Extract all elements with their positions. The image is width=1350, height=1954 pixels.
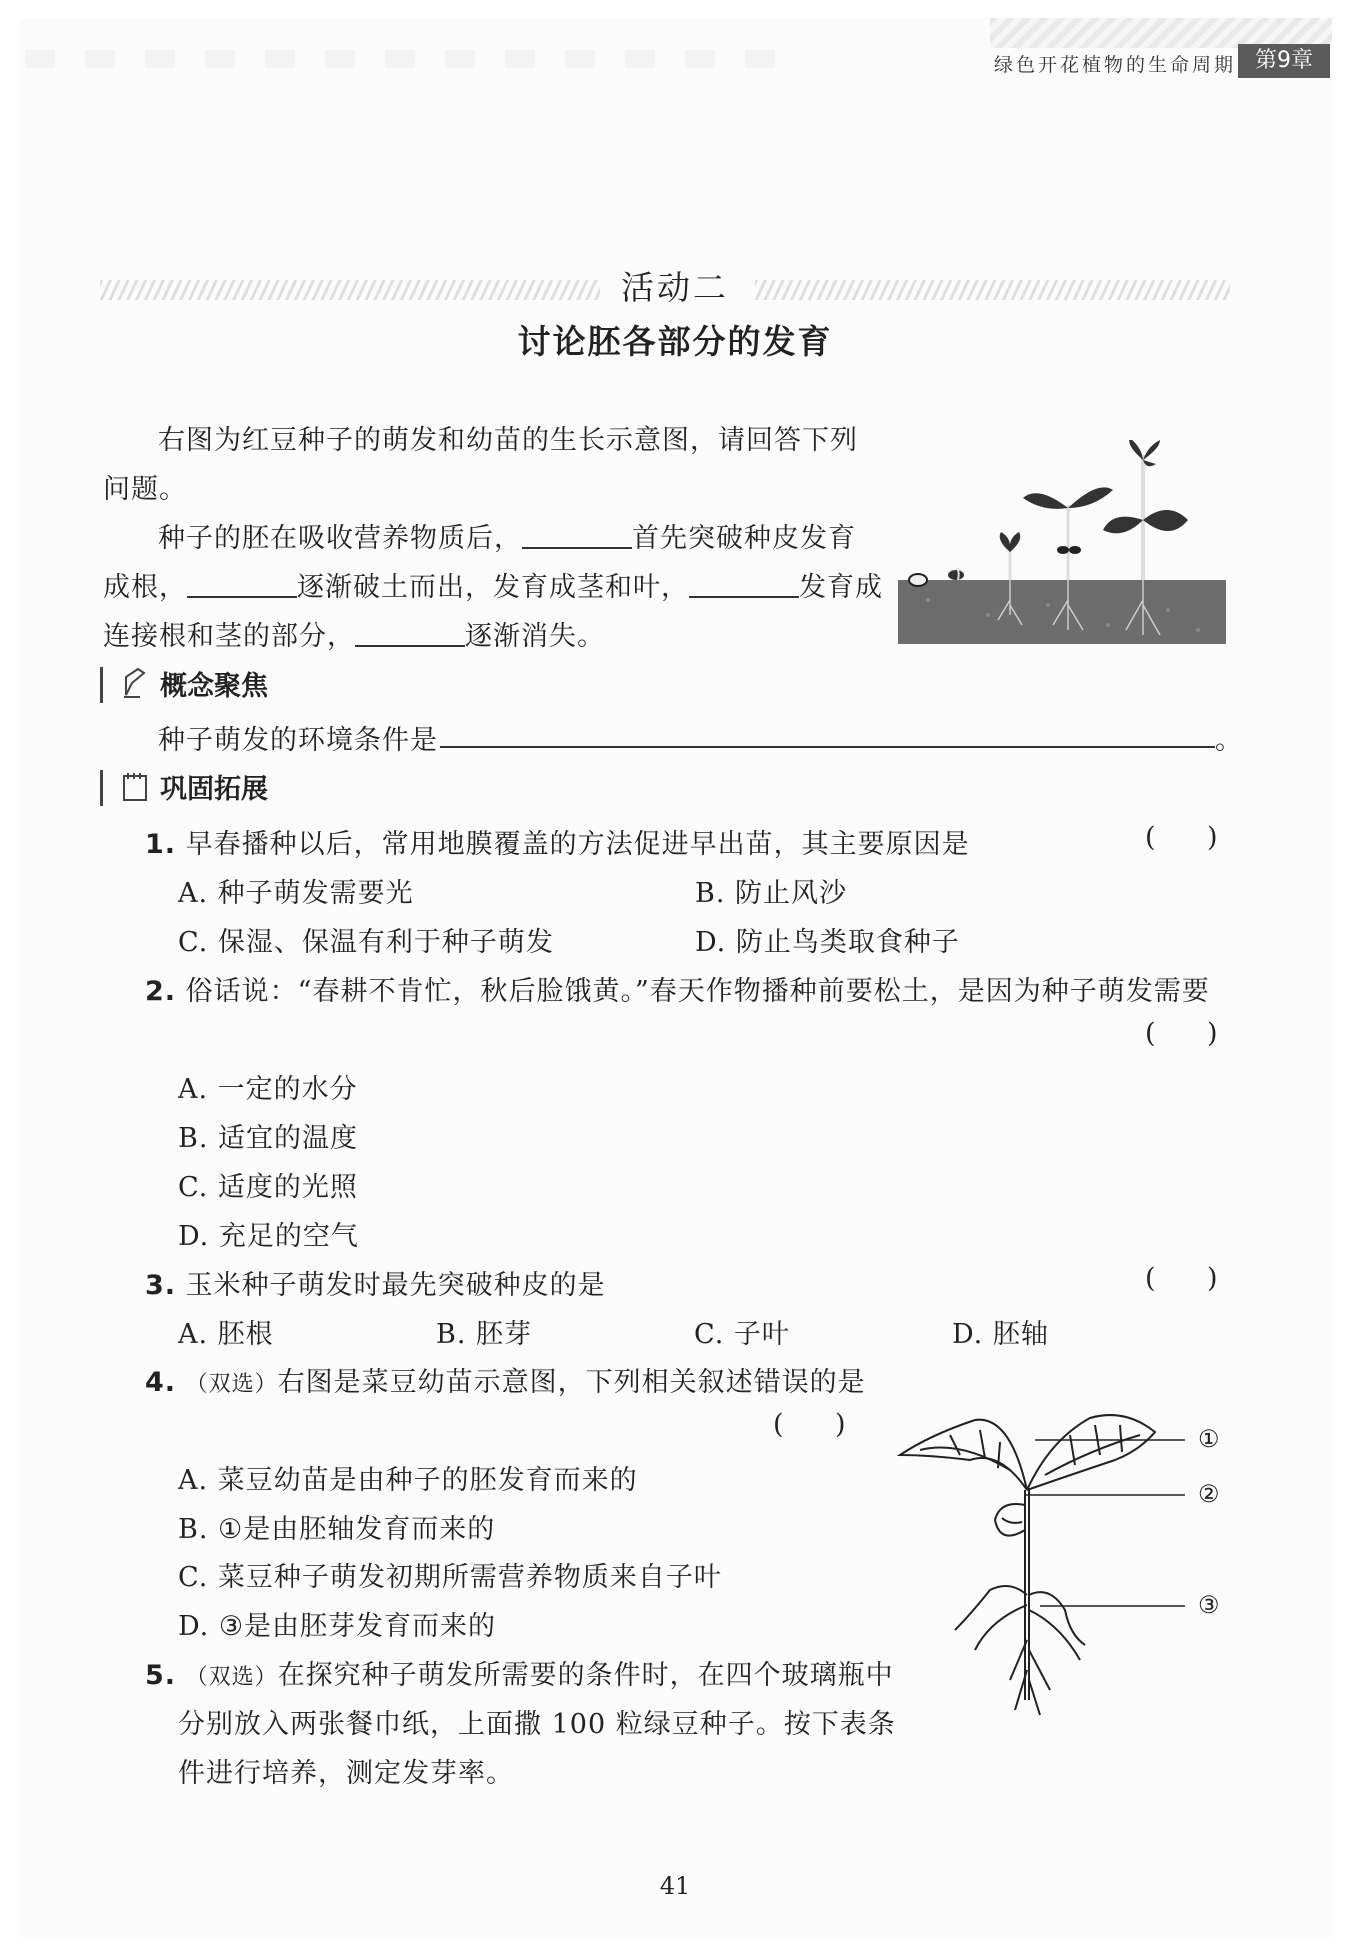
seedling-label-3: ③: [1198, 1591, 1221, 1619]
practice-heading: 巩固拓展: [160, 774, 268, 805]
q1-option-d: D. 防止鸟类取食种子: [695, 927, 960, 958]
q5-line3: 件进行培养，测定发芽率。: [178, 1758, 514, 1789]
q1-option-c: C. 保湿、保温有利于种子萌发: [178, 927, 554, 958]
q5-line1: 5. （双选）在探究种子萌发所需要的条件时，在四个玻璃瓶中: [145, 1660, 894, 1691]
red-bean-germination-figure: [898, 440, 1228, 645]
q4-option-a: A. 菜豆幼苗是由种子的胚发育而来的: [178, 1465, 638, 1496]
q4-option-c: C. 菜豆种子萌发初期所需营养物质来自子叶: [178, 1562, 722, 1593]
concept-bar: [100, 667, 103, 703]
intro-line2: 问题。: [103, 474, 187, 505]
concept-end-mark: 。: [1215, 725, 1243, 756]
intro-para2-line3: 连接根和茎的部分， 逐渐消失。: [103, 621, 605, 652]
q3-option-d: D. 胚轴: [952, 1319, 1049, 1350]
q1-answer-paren[interactable]: ( ): [1145, 822, 1218, 853]
pen-icon: [120, 665, 150, 699]
q1-stem: 1. 早春播种以后，常用地膜覆盖的方法促进早出苗，其主要原因是: [145, 829, 970, 860]
q4-answer-paren[interactable]: ( ): [773, 1409, 846, 1440]
activity-label: 活动二: [621, 268, 729, 307]
q3-answer-paren[interactable]: ( ): [1145, 1263, 1218, 1294]
blank-4[interactable]: [355, 623, 465, 647]
blank-1[interactable]: [522, 525, 632, 549]
chapter-title: 绿色开花植物的生命周期: [994, 54, 1237, 76]
q3-option-b: B. 胚芽: [436, 1319, 533, 1350]
q2-option-d: D. 充足的空气: [178, 1221, 359, 1252]
page-number: 41: [659, 1872, 691, 1900]
header-faint-band: [25, 50, 805, 68]
q4-option-b: B. ①是由胚轴发育而来的: [178, 1514, 496, 1545]
bean-seedling-figure: [890, 1380, 1250, 1720]
q2-stem: 2. 俗话说：“春耕不肯忙，秋后脸饿黄。”春天作物播种前要松土，是因为种子萌发需要: [145, 976, 1210, 1007]
notepad-icon: [120, 770, 150, 802]
q2-option-a: A. 一定的水分: [178, 1074, 358, 1105]
concept-answer-line[interactable]: [440, 746, 1215, 748]
q5-line2: 分别放入两张餐巾纸，上面撒 100 粒绿豆种子。按下表条: [178, 1709, 896, 1740]
blank-3[interactable]: [689, 574, 799, 598]
intro-para2-line1: 种子的胚在吸收营养物质后， 首先突破种皮发育: [158, 523, 856, 554]
q1-option-b: B. 防止风沙: [695, 878, 848, 909]
q4-stem: 4. （双选）右图是菜豆幼苗示意图，下列相关叙述错误的是: [145, 1367, 866, 1398]
activity-title: 讨论胚各部分的发育: [517, 322, 833, 361]
q2-answer-paren[interactable]: ( ): [1145, 1018, 1218, 1049]
seedling-label-1: ①: [1198, 1425, 1221, 1453]
practice-bar: [100, 770, 103, 806]
intro-line1: 右图为红豆种子的萌发和幼苗的生长示意图，请回答下列: [158, 425, 858, 456]
chapter-badge: 第9章: [1238, 44, 1330, 78]
q3-option-c: C. 子叶: [694, 1319, 790, 1350]
q3-stem: 3. 玉米种子萌发时最先突破种皮的是: [145, 1270, 606, 1301]
seedling-label-2: ②: [1198, 1480, 1221, 1508]
q2-option-b: B. 适宜的温度: [178, 1123, 359, 1154]
q4-option-d: D. ③是由胚芽发育而来的: [178, 1611, 497, 1642]
concept-prompt: 种子萌发的环境条件是: [158, 725, 438, 756]
q1-option-a: A. 种子萌发需要光: [178, 878, 414, 909]
q3-option-a: A. 胚根: [178, 1319, 274, 1350]
intro-para2-line2: 成根， 逐渐破土而出，发育成茎和叶， 发育成: [103, 572, 883, 603]
blank-2[interactable]: [187, 574, 297, 598]
q2-option-c: C. 适度的光照: [178, 1172, 358, 1203]
concept-heading: 概念聚焦: [160, 671, 268, 702]
